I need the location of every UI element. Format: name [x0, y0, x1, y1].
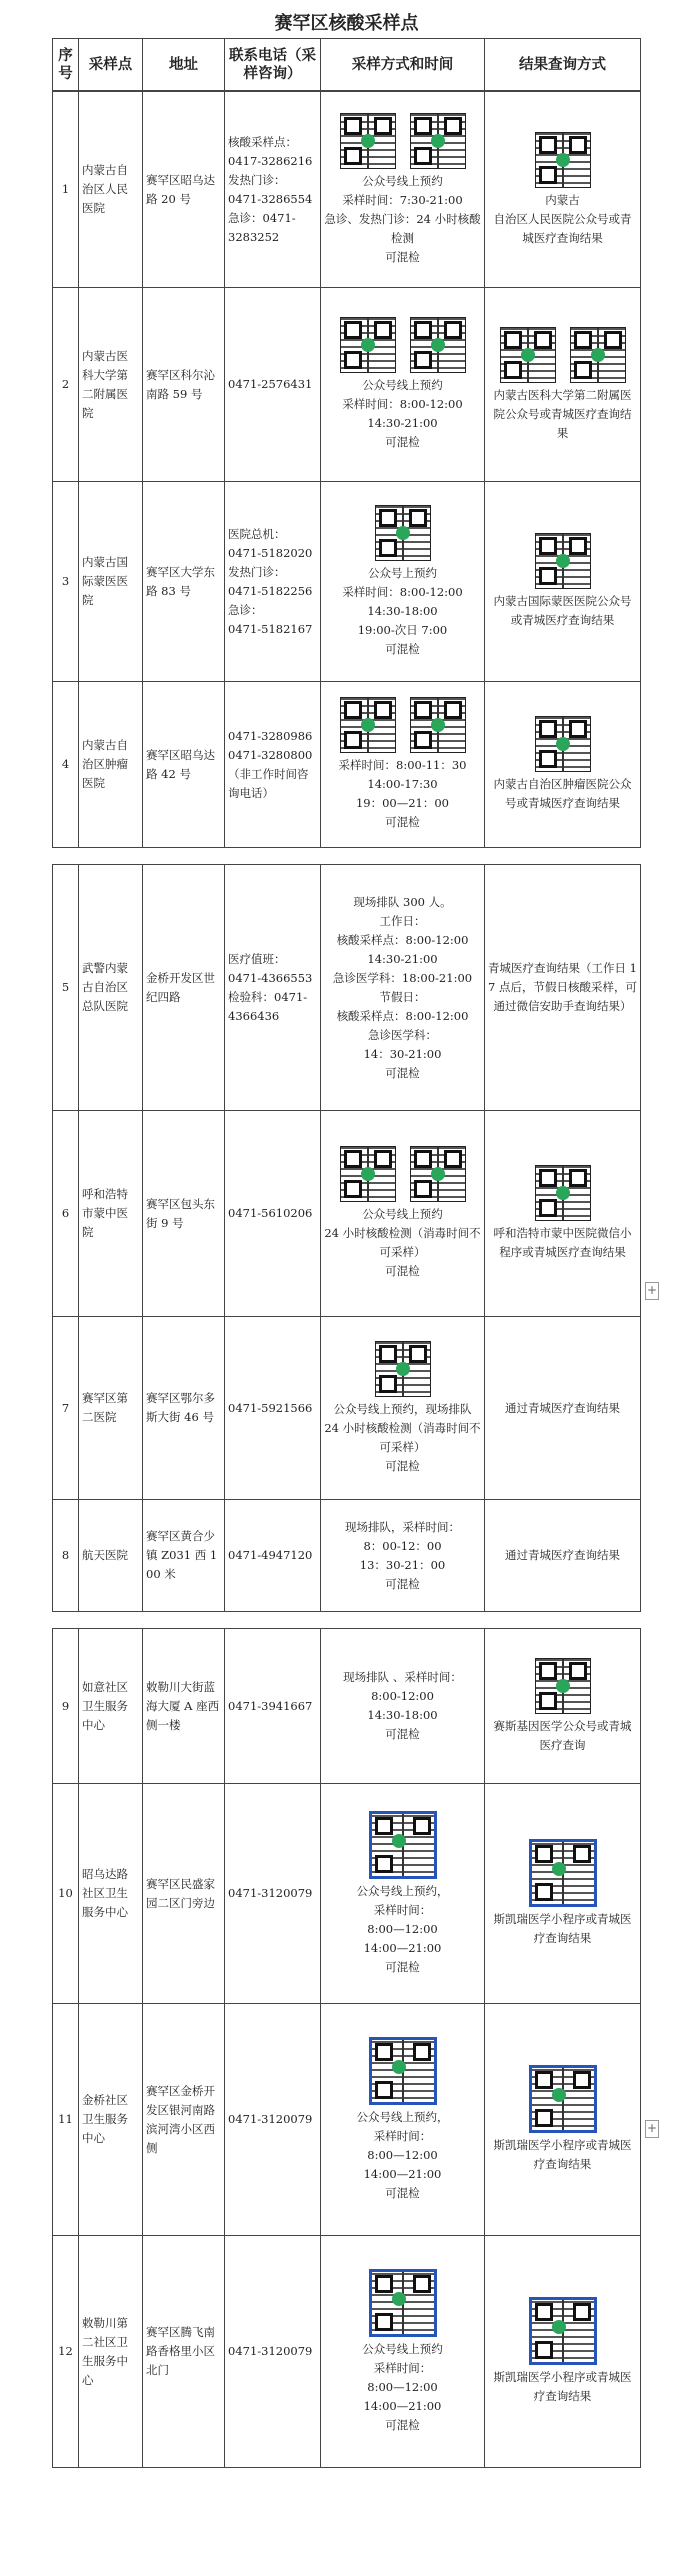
qr-code-icon [410, 697, 466, 753]
table-row [53, 1111, 641, 1317]
qr-code-icon [410, 317, 466, 373]
result-line: 通过青城医疗查询结果 [505, 1400, 620, 1415]
method-line: 公众号线上预约 [362, 2341, 443, 2356]
phone-line: 4366436 [228, 1008, 280, 1023]
cell-address: 赛罕区昭乌达路 42 号 [143, 682, 225, 848]
method-line: 可混检 [385, 435, 420, 449]
method-line: 现场排队，采样时间： [345, 1519, 460, 1534]
phone-line: 0471-3120079 [228, 2344, 313, 2358]
cell-method [321, 1500, 485, 1612]
phone-line: 0471-3286554 [228, 191, 313, 206]
method-line: 可混检 [385, 2185, 420, 2200]
cell-method [321, 1784, 485, 2004]
cell-site: 内蒙古国际蒙医医院 [79, 482, 143, 682]
phone-line: 0471-3280800 [228, 747, 313, 762]
header-no: 序号 [53, 39, 79, 91]
method-line: 14:30-21:00 [367, 951, 438, 966]
cell-phone [225, 1500, 321, 1612]
cell-phone [225, 1784, 321, 2004]
qr-code-icon [529, 2065, 597, 2133]
phone-line: 0471-5610206 [228, 1206, 313, 1220]
result-line: 内蒙古国际蒙医医院公众号或青城医疗查询结果 [493, 594, 632, 627]
page-title: 赛罕区核酸采样点 [53, 8, 641, 39]
cell-site: 呼和浩特市蒙中医院 [79, 1111, 143, 1317]
result-line: 斯凯瑞医学小程序或青城医疗查询结果 [493, 2138, 632, 2171]
cell-address: 赛罕区黄合少镇 Z031 西 100 米 [143, 1500, 225, 1612]
method-line: 工作日： [379, 913, 426, 928]
qr-code-icon [410, 113, 466, 169]
table-row [53, 2004, 641, 2236]
method-line: 14:00-17:30 [367, 777, 438, 791]
method-line: 采样时间：8:00-12:00 [342, 584, 463, 599]
phone-line: 3283252 [228, 229, 280, 244]
method-line: 现场排队 、采样时间： [343, 1670, 462, 1684]
cell-method [321, 682, 485, 848]
qr-code-icon [535, 1658, 591, 1714]
qr-code-icon [570, 327, 626, 383]
table-row [53, 2236, 641, 2468]
table-row [53, 682, 641, 848]
qr-code-icon [340, 317, 396, 373]
method-line: 可混检 [385, 1264, 420, 1278]
method-line: 14:30-21:00 [367, 416, 438, 430]
expand-plus-icon[interactable]: + [645, 2120, 659, 2138]
qr-code-icon [369, 1811, 437, 1879]
result-line: 内蒙古医科大学第二附属医院公众号或青城医疗查询结果 [493, 387, 632, 440]
phone-line: 0471-5182020 [228, 545, 313, 560]
cell-method [321, 865, 485, 1111]
cell-result [485, 1629, 641, 1784]
method-line: 14:00—21:00 [363, 2166, 442, 2181]
result-line: 通过青城医疗查询结果 [505, 1548, 620, 1562]
method-line: 13：30-21：00 [359, 1557, 446, 1572]
cell-result [485, 1500, 641, 1612]
cell-method [321, 1111, 485, 1317]
header-result: 结果查询方式 [485, 39, 641, 91]
result-line: 斯凯瑞医学小程序或青城医疗查询结果 [493, 2370, 632, 2403]
qr-code-icon [529, 2297, 597, 2365]
cell-phone [225, 2236, 321, 2468]
method-line: 可混检 [385, 1959, 420, 1974]
method-line: 公众号线上预约 [362, 173, 443, 188]
cell-address: 赛罕区包头东街 9 号 [143, 1111, 225, 1317]
page-gap [52, 848, 640, 864]
phone-line: 医院总机： [228, 526, 286, 541]
method-line: 24 小时核酸检测（消毒时间不可采样） [324, 1420, 481, 1454]
page-gap [52, 1612, 640, 1628]
phone-line: 0417-3286216 [228, 153, 313, 168]
method-line: 采样时间：7:30-21:00 [342, 192, 463, 207]
cell-result [485, 1111, 641, 1317]
qr-code-icon [340, 697, 396, 753]
phone-line: 0471-5921566 [228, 1400, 313, 1415]
cell-site: 内蒙古自治区人民医院 [79, 92, 143, 288]
method-line: 14:30-18:00 [367, 1708, 438, 1722]
qr-code-icon [375, 505, 431, 561]
table-row [53, 1317, 641, 1500]
method-line: 8：00-12：00 [363, 1538, 442, 1553]
method-line: 可混检 [385, 1458, 420, 1473]
method-line: 采样时间： [373, 2360, 432, 2375]
cell-result [485, 1784, 641, 2004]
document-sheet [52, 8, 640, 2468]
phone-line: 检验科：0471- [228, 989, 308, 1004]
cell-address: 金桥开发区世纪四路 [143, 865, 225, 1111]
cell-method [321, 2004, 485, 2236]
cell-no: 3 [53, 482, 79, 682]
cell-method [321, 288, 485, 482]
result-line: 呼和浩特市蒙中医院微信小程序或青城医疗查询结果 [493, 1226, 632, 1259]
phone-line: 核酸采样点： [228, 134, 297, 149]
method-line: 急诊、发热门诊：24 小时核酸检测 [324, 211, 481, 245]
method-line: 14:00—21:00 [363, 2398, 442, 2413]
table-row [53, 865, 641, 1111]
table-row [53, 92, 641, 288]
qr-code-icon [535, 132, 591, 188]
cell-result [485, 92, 641, 288]
method-line: 采样时间： [373, 1902, 432, 1917]
header-address: 地址 [143, 39, 225, 91]
cell-address: 赛罕区腾飞南路香格里小区北门 [143, 2236, 225, 2468]
method-line: 可混检 [385, 2417, 420, 2432]
cell-result [485, 2236, 641, 2468]
method-line: 19:00-次日 7:00 [357, 622, 448, 637]
cell-no: 2 [53, 288, 79, 482]
cell-no: 9 [53, 1629, 79, 1784]
cell-site: 赛罕区第二医院 [79, 1317, 143, 1500]
method-line: 可混检 [385, 641, 420, 656]
cell-result [485, 288, 641, 482]
cell-method [321, 482, 485, 682]
cell-site: 内蒙古自治区肿瘤医院 [79, 682, 143, 848]
cell-no: 5 [53, 865, 79, 1111]
result-line: 青城医疗查询结果（工作日 17 点后，节假日核酸采样，可通过微信安助手查询结果） [488, 961, 637, 1013]
cell-result [485, 682, 641, 848]
cell-site: 昭乌达路社区卫生服务中心 [79, 1784, 143, 2004]
qr-code-icon [529, 1839, 597, 1907]
method-line: 公众号线上预约， [356, 2109, 449, 2124]
phone-line: 0471-5182167 [228, 621, 313, 636]
table-row [53, 1629, 641, 1784]
header-phone: 联系电话（采样咨询） [225, 39, 321, 91]
method-line: 采样时间：8:00-12:00 [342, 397, 463, 411]
cell-no: 10 [53, 1784, 79, 2004]
phone-line: 0471-4366553 [228, 970, 313, 985]
table-row [53, 1500, 641, 1612]
cell-no: 8 [53, 1500, 79, 1612]
qr-code-icon [535, 533, 591, 589]
method-line: 急诊医学科： [368, 1027, 437, 1042]
sampling-sites-table-part [52, 91, 641, 848]
cell-no: 11 [53, 2004, 79, 2236]
result-line: 斯凯瑞医学小程序或青城医疗查询结果 [493, 1912, 632, 1945]
header-method: 采样方式和时间 [321, 39, 485, 91]
phone-line: 急诊： [228, 602, 263, 617]
phone-line: （非工作时间咨询电话） [228, 766, 309, 800]
cell-result [485, 1317, 641, 1500]
method-line: 公众号线上预约，现场排队 [333, 1401, 472, 1416]
cell-method [321, 2236, 485, 2468]
method-line: 19：00—21：00 [355, 796, 450, 810]
sampling-sites-table-part [52, 1628, 641, 2468]
qr-code-icon [410, 1146, 466, 1202]
method-line: 核酸采样点：8:00-12:00 [336, 932, 469, 947]
method-line: 急诊医学科：18:00-21:00 [332, 970, 473, 985]
method-line: 8:00-12:00 [371, 1689, 434, 1703]
phone-line: 发热门诊： [228, 564, 286, 579]
cell-result [485, 482, 641, 682]
method-line: 可混检 [385, 1576, 420, 1591]
cell-no: 4 [53, 682, 79, 848]
qr-code-icon [369, 2037, 437, 2105]
method-line: 14:30-18:00 [367, 603, 438, 618]
result-line: 内蒙古自治区肿瘤医院公众号或青城医疗查询结果 [493, 777, 632, 810]
sampling-sites-table-part [52, 864, 641, 1612]
phone-line: 医疗值班： [228, 951, 286, 966]
phone-line: 0471-3280986 [228, 728, 313, 743]
cell-phone [225, 92, 321, 288]
cell-no: 12 [53, 2236, 79, 2468]
cell-site: 内蒙古医科大学第二附属医院 [79, 288, 143, 482]
cell-no: 7 [53, 1317, 79, 1500]
cell-method [321, 92, 485, 288]
cell-address: 敕勒川大街蓝海大厦 A 座西侧一楼 [143, 1629, 225, 1784]
cell-phone [225, 1629, 321, 1784]
result-line: 自治区人民医院公众号或青城医疗查询结果 [493, 211, 632, 245]
method-line: 现场排队 300 人。 [353, 894, 452, 909]
cell-address: 赛罕区昭乌达路 20 号 [143, 92, 225, 288]
cell-site: 如意社区卫生服务中心 [79, 1629, 143, 1784]
cell-no: 1 [53, 92, 79, 288]
method-line: 14：30-21:00 [363, 1046, 442, 1061]
qr-code-icon [340, 1146, 396, 1202]
method-line: 8:00—12:00 [367, 1921, 438, 1936]
cell-method [321, 1317, 485, 1500]
cell-method [321, 1629, 485, 1784]
cell-phone [225, 682, 321, 848]
cell-address: 赛罕区民盛家园二区门旁边 [143, 1784, 225, 2004]
method-line: 可混检 [385, 249, 420, 264]
cell-phone [225, 2004, 321, 2236]
cell-phone [225, 1111, 321, 1317]
method-line: 24 小时核酸检测（消毒时间不可采样） [324, 1226, 481, 1259]
phone-line: 急诊：0471- [228, 210, 296, 225]
expand-plus-icon[interactable]: + [645, 1282, 659, 1300]
sampling-sites-table [52, 8, 641, 91]
result-line: 内蒙古 [545, 192, 580, 207]
method-line: 公众号上预约 [368, 565, 437, 580]
method-line: 公众号线上预约 [362, 378, 443, 392]
qr-code-icon [369, 2269, 437, 2337]
header-site: 采样点 [79, 39, 143, 91]
method-line: 公众号线上预约， [356, 1883, 449, 1898]
cell-address: 赛罕区科尔沁南路 59 号 [143, 288, 225, 482]
phone-line: 0471-3941667 [228, 1698, 313, 1713]
phone-line: 发热门诊： [228, 172, 286, 187]
result-line: 赛斯基因医学公众号或青城医疗查询 [493, 1718, 632, 1752]
method-line: 可混检 [385, 815, 420, 829]
method-line: 节假日： [379, 989, 426, 1004]
method-line: 8:00—12:00 [367, 2379, 438, 2394]
table-header-row [53, 39, 641, 91]
cell-phone [225, 288, 321, 482]
phone-line: 0471-5182256 [228, 583, 313, 598]
phone-line: 0471-3120079 [228, 2112, 313, 2126]
table-row [53, 288, 641, 482]
cell-no: 6 [53, 1111, 79, 1317]
qr-code-icon [500, 327, 556, 383]
method-line: 采样时间：8:00-11：30 [338, 758, 467, 772]
qr-code-icon [535, 1165, 591, 1221]
cell-phone [225, 482, 321, 682]
cell-result [485, 2004, 641, 2236]
method-line: 公众号线上预约 [362, 1207, 443, 1221]
method-line: 可混检 [385, 1727, 420, 1741]
cell-site: 金桥社区卫生服务中心 [79, 2004, 143, 2236]
method-line: 采样时间： [373, 2128, 432, 2143]
table-row [53, 482, 641, 682]
cell-address: 赛罕区金桥开发区银河南路滨河湾小区西侧 [143, 2004, 225, 2236]
cell-address: 赛罕区大学东路 83 号 [143, 482, 225, 682]
method-line: 8:00—12:00 [367, 2147, 438, 2162]
cell-phone [225, 865, 321, 1111]
table-row [53, 1784, 641, 2004]
phone-line: 0471-2576431 [228, 377, 313, 391]
method-line: 核酸采样点：8:00-12:00 [336, 1008, 469, 1023]
cell-address: 赛罕区鄂尔多斯大街 46 号 [143, 1317, 225, 1500]
phone-line: 0471-4947120 [228, 1548, 313, 1562]
cell-site: 敕勒川第二社区卫生服务中心 [79, 2236, 143, 2468]
qr-code-icon [340, 113, 396, 169]
cell-site: 航天医院 [79, 1500, 143, 1612]
method-line: 可混检 [385, 1065, 420, 1080]
phone-line: 0471-3120079 [228, 1886, 313, 1900]
method-line: 14:00—21:00 [363, 1940, 442, 1955]
cell-phone [225, 1317, 321, 1500]
qr-code-icon [535, 716, 591, 772]
cell-result [485, 865, 641, 1111]
cell-site: 武警内蒙古自治区总队医院 [79, 865, 143, 1111]
qr-code-icon [375, 1341, 431, 1397]
